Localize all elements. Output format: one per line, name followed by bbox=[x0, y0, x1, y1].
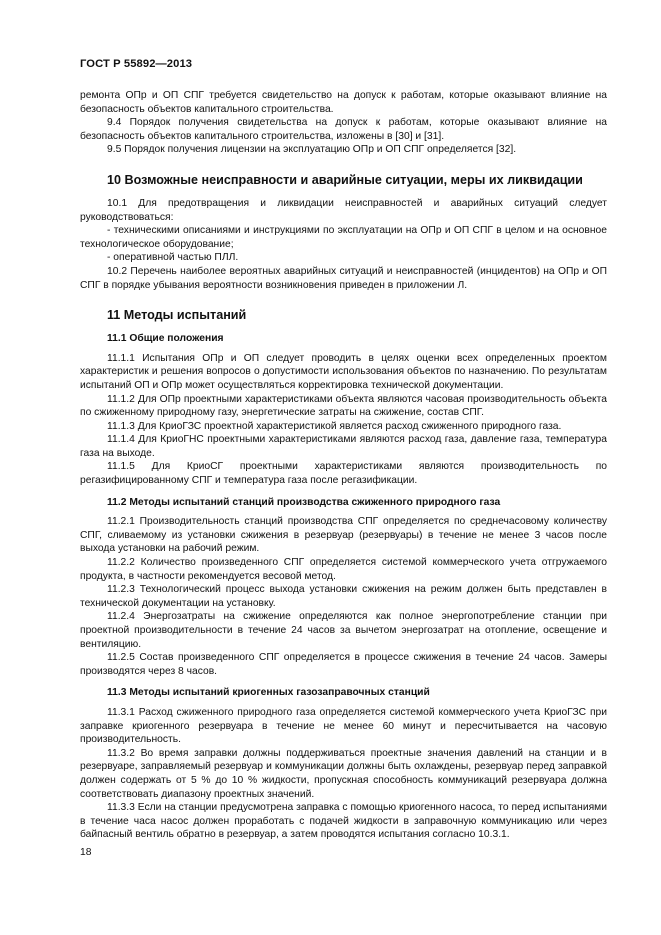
paragraph: 11.3.1 Расход сжиженного природного газа определяется системой коммерческого учета КриоГЗС при заправке криогенного резервуара в течение не менее 60 минут и пересчитывается на часовую производительность. bbox=[80, 706, 607, 746]
paragraph: 11.2.1 Производительность станций производства СПГ определяется по среднечасовому количеству СПГ, сливаемому из установки сжижения в резервуар (резервуары) в течение не менее 3 часов после выхода установки на рабочий режим. bbox=[80, 516, 607, 555]
section-heading-11: 11 Методы испытаний bbox=[107, 308, 247, 323]
document-body bbox=[80, 89, 607, 842]
paragraph: 11.3.2 Во время заправки должны поддерживаться проектные значения давлений на станции и в резервуаре, заправляемый резервуар и коммуникации должны быть охлаждены, резервуар перед заправкой должен содержать от 5 % до 10 % жидкости, пропускная способность коммуникаций резервуара должна соответствовать диапазону проектных значений. bbox=[80, 747, 607, 800]
list-item: - техническими описаниями и инструкциями по эксплуатации на ОПр и ОП СПГ в целом и на основное технологическое оборудование; bbox=[80, 225, 607, 250]
paragraph: 9.4 Порядок получения свидетельства на допуск к работам, которые оказывают влияние на безопасность объектов капитального строительства, изложены в [30] и [31]. bbox=[80, 117, 607, 142]
paragraph: ремонта ОПр и ОП СПГ требуется свидетельство на допуск к работам, которые оказывают влияние на безопасность объектов капитального строительства. bbox=[80, 90, 607, 115]
paragraph: 11.1.4 Для КриоГНС проектными характеристиками являются расход газа, давление газа, температура газа на выходе. bbox=[80, 434, 607, 459]
paragraph: 11.2.5 Состав произведенного СПГ определяется в процессе сжижения в течение 24 часов. Замеры производятся через 8 часов. bbox=[80, 652, 607, 677]
document-header: ГОСТ Р 55892—2013 bbox=[80, 58, 193, 70]
subsection-heading-11-3: 11.3 Методы испытаний криогенных газозаправочных станций bbox=[107, 687, 430, 699]
paragraph: 11.1.5 Для КриоСГ проектными характеристиками являются производительность по регазифицированному СПГ и температура газа после регазификации. bbox=[80, 461, 607, 487]
paragraph: 11.2.2 Количество произведенного СПГ определяется системой коммерческого учета отгружаемого продукта, в частности рекомендуется весовой метод. bbox=[80, 557, 607, 582]
subsection-heading-11-1: 11.1 Общие положения bbox=[107, 333, 224, 345]
page-number: 18 bbox=[80, 847, 92, 858]
section-heading-10: 10 Возможные неисправности и аварийные ситуации, меры их ликвидации bbox=[107, 172, 583, 187]
paragraph: 11.2.3 Технологический процесс выхода установки сжижения на режим должен быть представлен в технической документации на установку. bbox=[80, 584, 607, 609]
paragraph: 10.1 Для предотвращения и ликвидации неисправностей и аварийных ситуаций следует руководствоваться: bbox=[80, 197, 607, 223]
subsection-heading-11-2: 11.2 Методы испытаний станций производства сжиженного природного газа bbox=[107, 496, 501, 508]
paragraph: 11.3.3 Если на станции предусмотрена заправка с помощью криогенного насоса, то перед испытаниями в течение часа насос должен проработать с подачей жидкости в заправочную коммуникацию или через байпасный вентиль обратно в резервуар, а затем проводятся испытания согласно 10.3.1. bbox=[80, 802, 607, 841]
paragraph: 10.2 Перечень наиболее вероятных аварийных ситуаций и неисправностей (инцидентов) на ОПр и ОП СПГ в порядке убывания вероятности возникновения приведен в приложении Л. bbox=[80, 265, 607, 291]
list-item: - оперативной частью ПЛЛ. bbox=[107, 252, 239, 264]
paragraph: 11.1.1 Испытания ОПр и ОП следует проводить в целях оценки всех определенных проектом характеристик и решения вопросов о допустимости использования объектов по назначению. По результатам испытаний ОП и ОПр может осуществляться корректировка технической документации. bbox=[80, 352, 607, 391]
paragraph: 11.2.4 Энергозатраты на сжижение определяются как полное энергопотребление станции при проектной производительности в течение 24 часов за вычетом энергозатрат на отопление, освещение и вентиляцию. bbox=[80, 611, 607, 650]
paragraph: 11.1.2 Для ОПр проектными характеристиками объекта являются часовая производительность объекта по сжиженному природному газу, энергетические затраты на сжижение, состав СПГ. bbox=[80, 393, 607, 419]
paragraph: 9.5 Порядок получения лицензии на эксплуатацию ОПр и ОП СПГ определяется [32]. bbox=[107, 144, 517, 156]
paragraph: 11.1.3 Для КриоГЗС проектной характеристикой является расход сжиженного природного газа. bbox=[107, 420, 562, 432]
